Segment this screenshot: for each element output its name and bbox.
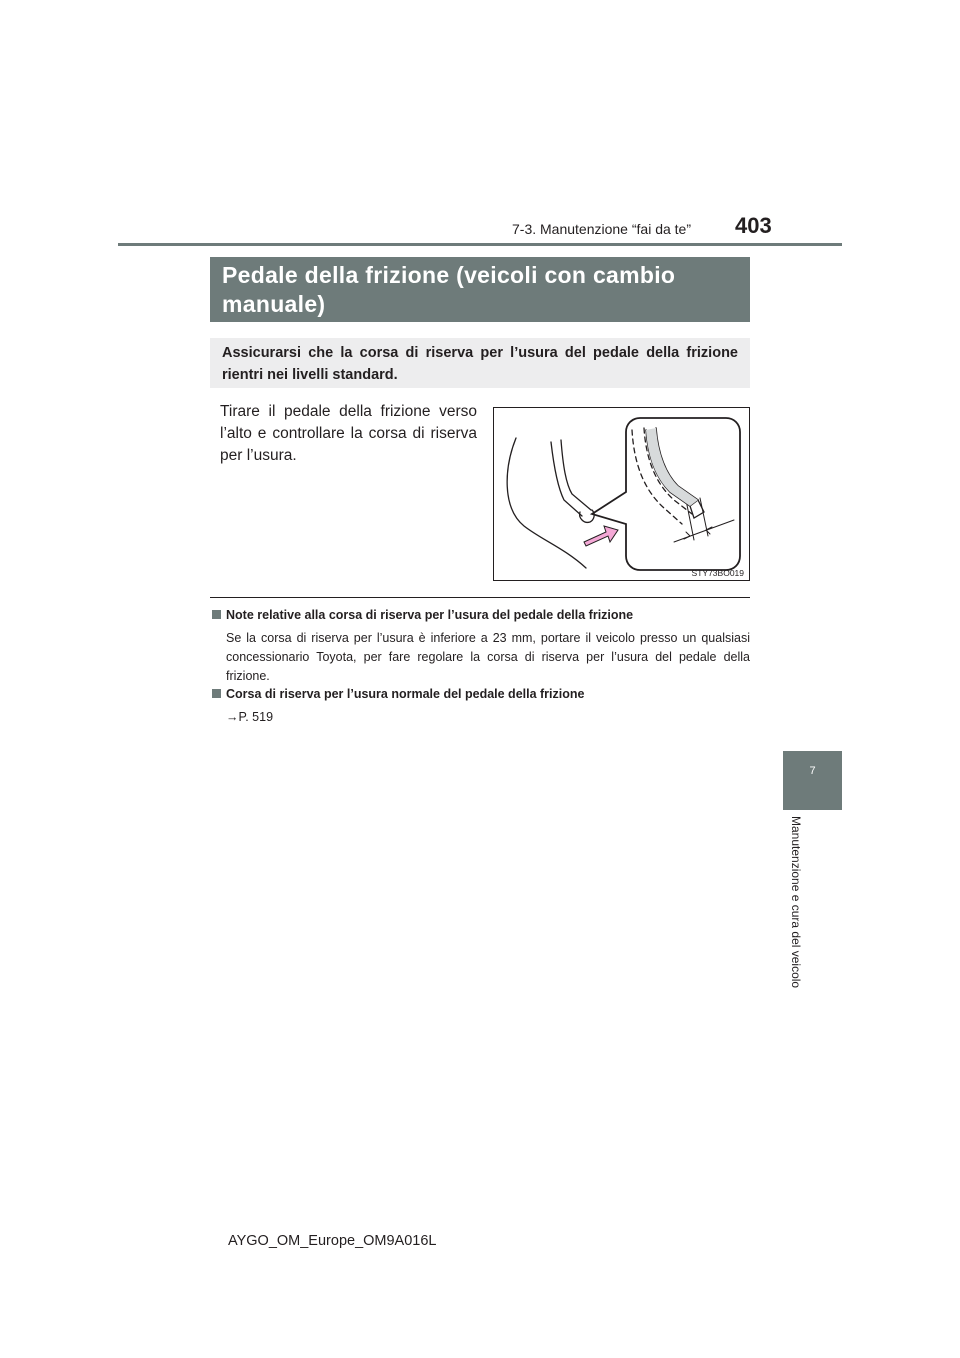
push-arrow bbox=[584, 526, 618, 546]
note-normal-reserve bbox=[210, 685, 750, 727]
square-bullet-icon bbox=[212, 610, 221, 619]
note-title bbox=[210, 606, 750, 625]
square-bullet-icon bbox=[212, 689, 221, 698]
header-rule bbox=[118, 243, 842, 246]
note-title-text: Corsa di riserva per l’usura normale del pedale della frizione bbox=[226, 687, 585, 701]
note-title bbox=[210, 685, 750, 704]
chapter-label: Manutenzione e cura del veicolo bbox=[789, 816, 803, 989]
clutch-pedal-illustration bbox=[494, 408, 751, 582]
page-number: 403 bbox=[735, 213, 772, 238]
document-id: AYGO_OM_Europe_OM9A016L bbox=[228, 1233, 437, 1249]
measurement-line bbox=[674, 520, 734, 542]
intro-box: Assicurarsi che la corsa di riserva per l’usura del pedale della frizione rientri nei livelli standard. bbox=[210, 338, 750, 388]
page-reference-link[interactable]: →P. 519 bbox=[226, 710, 274, 724]
note-wear-reserve bbox=[210, 606, 750, 686]
chapter-number: 7 bbox=[809, 765, 816, 777]
leg-outline bbox=[507, 438, 586, 568]
figure-code: STY73BO019 bbox=[691, 568, 744, 578]
running-header-section: 7-3. Manutenzione “fai da te” bbox=[512, 221, 691, 237]
chapter-tab bbox=[783, 751, 842, 810]
note-text: Se la corsa di riserva per l’usura è inferiore a 23 mm, portare il veicolo presso un qualsiasi concessionario Toyota, per fare regolare la corsa di riserva per l’usura del pedale della frizione. bbox=[226, 631, 750, 683]
clutch-pedal-figure bbox=[493, 407, 750, 581]
note-title-text: Note relative alla corsa di riserva per l’usura del pedale della frizione bbox=[226, 608, 634, 622]
notes-divider bbox=[210, 597, 750, 598]
section-title: Pedale della frizione (veicoli con cambio manuale) bbox=[210, 257, 750, 322]
callout-bubble bbox=[592, 418, 740, 570]
instruction-text: Tirare il pedale della frizione verso l’alto e controllare la corsa di riserva per l’usura. bbox=[220, 403, 477, 464]
